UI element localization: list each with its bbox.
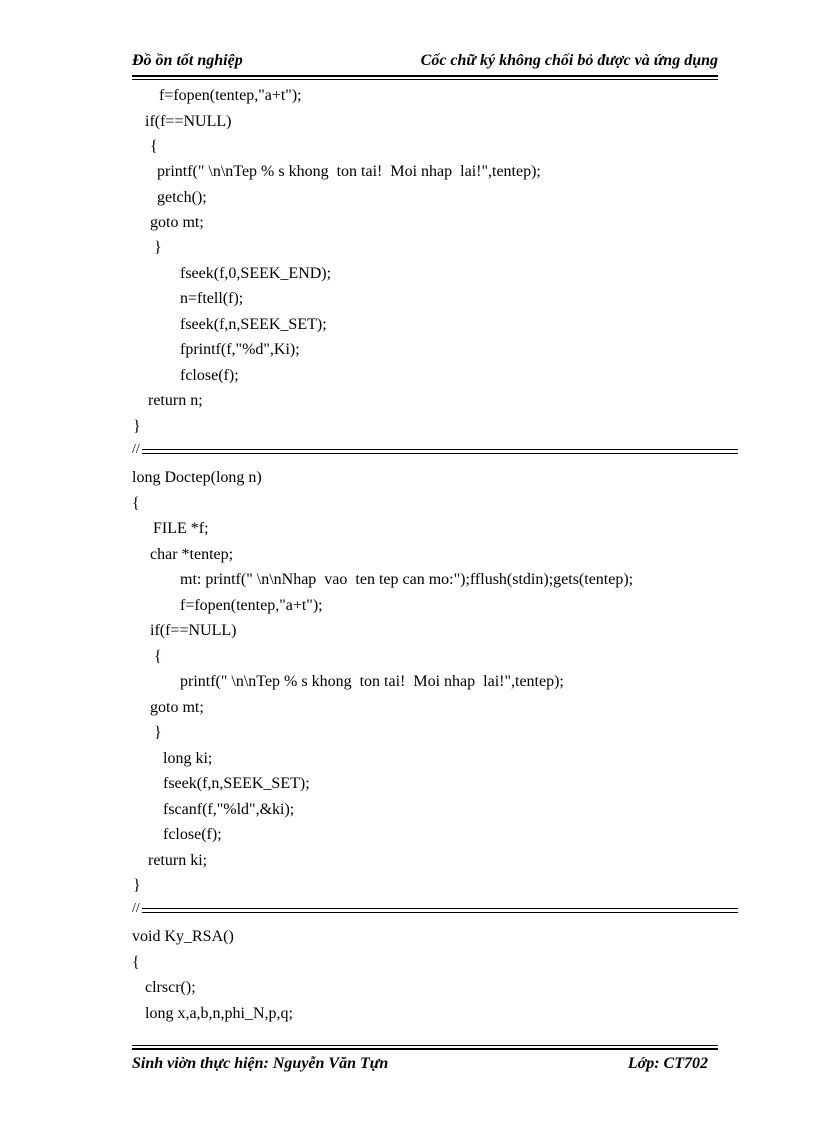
code-line: n=ftell(f); [180, 290, 244, 307]
header-right-title: Cốc chữ ký không chối bỏ được và ứng dụng [420, 52, 718, 69]
separator-bar-upper [142, 449, 738, 450]
code-line: fscanf(f,"%ld",&ki); [163, 801, 295, 818]
code-line: return n; [148, 392, 203, 409]
footer-class: Lớp: CT702 [627, 1055, 708, 1072]
code-line: fseek(f,n,SEEK_SET); [163, 775, 310, 792]
separator-line [132, 901, 738, 918]
code-line: FILE *f; [153, 520, 209, 537]
code-line: goto mt; [150, 214, 204, 231]
code-line: f=fopen(tentep,"a+t"); [180, 597, 323, 614]
code-line: } [154, 239, 162, 256]
code-line: if(f==NULL) [150, 622, 237, 639]
footer-author: Sinh viờn thực hiện: Nguyễn Văn Tựn [132, 1055, 389, 1072]
separator-bar-upper [142, 908, 738, 909]
code-line: fclose(f); [180, 367, 239, 384]
header-rule-thin [132, 79, 718, 80]
code-line: getch(); [157, 189, 207, 206]
separator-bar-lower [142, 912, 738, 913]
code-line: } [154, 724, 162, 741]
page-footer [132, 1055, 708, 1077]
code-line: { [154, 648, 162, 665]
code-line: fseek(f,n,SEEK_SET); [180, 316, 327, 333]
code-line: { [132, 954, 140, 971]
code-line: goto mt; [150, 699, 204, 716]
code-line: void Ky_RSA() [132, 928, 234, 945]
separator-bar-lower [142, 453, 738, 454]
code-line: printf(" \n\nTep % s khong ton tai! Moi nhap lai!",tentep); [180, 673, 564, 690]
code-line: char *tentep; [150, 546, 234, 563]
code-line: fclose(f); [163, 826, 222, 843]
code-line: } [133, 877, 141, 894]
code-line: printf(" \n\nTep % s khong ton tai! Moi nhap lai!",tentep); [157, 163, 541, 180]
code-line: return ki; [148, 852, 208, 869]
code-line: fprintf(f,"%d",Ki); [180, 341, 300, 358]
code-line: long Doctep(long n) [132, 469, 262, 486]
code-line: long ki; [163, 750, 213, 767]
separator-line [132, 442, 738, 459]
code-line: } [133, 418, 141, 435]
footer-rule-thick [132, 1048, 718, 1050]
page-header [132, 52, 718, 74]
code-line: mt: printf(" \n\nNhap vao ten tep can mo:");fflush(stdin);gets(tentep); [180, 571, 634, 588]
footer-rule-thin [132, 1045, 718, 1046]
code-line: { [150, 138, 158, 155]
code-line: f=fopen(tentep,"a+t"); [159, 87, 302, 104]
header-left-title: Đồ ồn tốt nghiệp [132, 52, 243, 69]
code-line: { [132, 495, 140, 512]
code-line: if(f==NULL) [145, 113, 232, 130]
header-rule-thick [132, 75, 718, 77]
separator-comment: // [132, 442, 140, 457]
separator-comment: // [132, 901, 140, 916]
code-line: long x,a,b,n,phi_N,p,q; [145, 1005, 293, 1022]
code-line: clrscr(); [145, 979, 196, 996]
code-line: fseek(f,0,SEEK_END); [180, 265, 332, 282]
